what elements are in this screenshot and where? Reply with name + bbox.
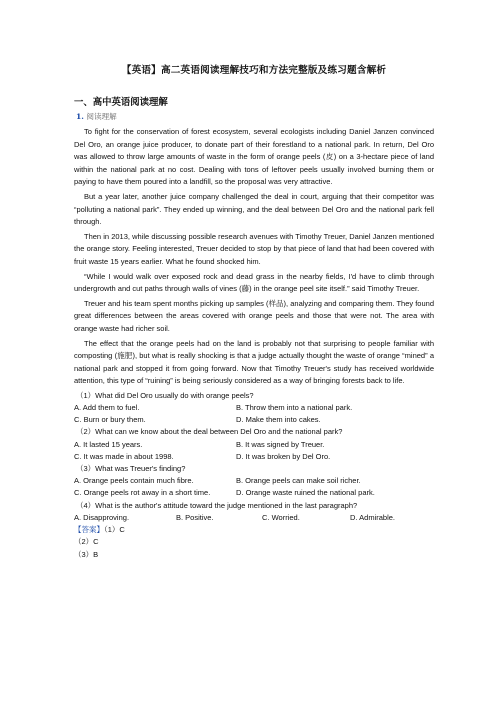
question-4-options-row-1: [74, 512, 434, 524]
question-3-option-d: D. Orange waste ruined the national park.: [236, 488, 375, 498]
item-label: 阅读理解: [86, 112, 117, 121]
question-1-option-c: C. Burn or bury them.: [74, 415, 146, 425]
passage-paragraph-3: Then in 2013, while discussing possible research avenues with Timothy Treuer, Daniel Janzen mentioned the orange story. Feeling interested, Treuer decided to stop by that piece of land that had been covered with fruit waste 15 years earlier. What he found shocked him.: [74, 231, 434, 266]
question-1-options-row-2: [74, 414, 434, 426]
answer-1: （1）C: [104, 525, 125, 534]
question-3-option-c: C. Orange peels rot away in a short time.: [74, 488, 211, 498]
passage-paragraph-2: But a year later, another juice company challenged the deal in court, arguing that their competitor was “polluting a national park”. They ended up winning, and the deal between Del Oro and the national park fell through.: [74, 191, 434, 227]
question-4-option-c: C. Worried.: [262, 512, 300, 522]
question-3-option-a: A. Orange peels contain much fibre.: [74, 476, 194, 486]
passage-paragraph-1: To fight for the conservation of forest ecosystem, several ecologists including Daniel Janzen convinced Del Oro, an orange juice producer, to donate part of their forestland to a national park. In return, Del Oro was allowed to throw large amounts of waste in the form of orange peels (皮) on a 3-hectare piece of land within the national park at no cost. Dealing with tons of leftover peels usually involved burning them or paying to have them poured into a landfill, so the proposal was very attractive.: [74, 127, 434, 187]
question-2-option-a: A. It lasted 15 years.: [74, 439, 143, 449]
question-list: [74, 390, 434, 524]
question-1-stem: （1）What did Del Oro usually do with orange peels?: [76, 390, 254, 400]
answer-line-2: （2）C: [74, 537, 99, 547]
passage-paragraph-4: “While I would walk over exposed rock and dead grass in the nearby fields, I'd have to climb through undergrowth and cut paths through walls of vines (藤) in the orange peel site itself.” said Timothy Treuer.: [74, 271, 434, 294]
answer-line-1: [74, 524, 434, 536]
question-2-option-d: D. It was broken by Del Oro.: [236, 451, 331, 461]
question-3-options-row-2: [74, 487, 434, 499]
question-2-stem: （2）What can we know about the deal between Del Oro and the national park?: [76, 427, 343, 437]
question-3-stem: （3）What was Treuer's finding?: [76, 464, 186, 474]
reading-passage: [74, 126, 434, 388]
section-heading: 一、高中英语阅读理解: [74, 97, 168, 108]
question-4-option-d: D. Admirable.: [350, 512, 396, 522]
question-4-option-a: A. Disapproving.: [74, 512, 130, 522]
passage-paragraph-6: The effect that the orange peels had on the land is probably not that surprising to people familiar with composting (施肥), but what is really shocking is that a judge actually thought the waste of orange “mined” a national park and stopped it from going forward. Now that Timothy Treuer's study has received worldwide attention, this type of “ruining” is being seriously considered as a way of bringing forests back to life.: [74, 338, 434, 386]
question-3-options-row-1: [74, 475, 434, 487]
answer-tag: 【答案】: [74, 525, 104, 534]
question-1-option-a: A. Add them to fuel.: [74, 403, 140, 413]
document-title: 【英语】高二英语阅读理解技巧和方法完整版及练习题含解析: [121, 65, 387, 76]
question-2-options-row-1: [74, 439, 434, 451]
question-2-option-c: C. It was made in about 1998.: [74, 451, 174, 461]
answer-section: [74, 524, 434, 561]
question-4-stem: （4）What is the author's attitude toward the judge mentioned in the last paragraph?: [76, 500, 358, 510]
answer-line-3: （3）B: [74, 549, 99, 559]
question-4-option-b: B. Positive.: [176, 512, 214, 522]
question-1-option-d: D. Make them into cakes.: [236, 415, 321, 425]
question-2-option-b: B. It was signed by Treuer.: [236, 439, 325, 449]
question-1-options-row-1: [74, 402, 434, 414]
question-1-option-b: B. Throw them into a national park.: [236, 403, 353, 413]
question-2-options-row-2: [74, 451, 434, 463]
item-number: 1.: [76, 112, 84, 121]
question-3-option-b: B. Orange peels can make soil richer.: [236, 476, 361, 486]
passage-paragraph-5: Treuer and his team spent months picking up samples (样品), analyzing and comparing them. They found great differences between the areas covered with orange peels and those that were not. The area with orange waste had richer soil.: [74, 298, 434, 333]
item-heading: [76, 111, 434, 122]
